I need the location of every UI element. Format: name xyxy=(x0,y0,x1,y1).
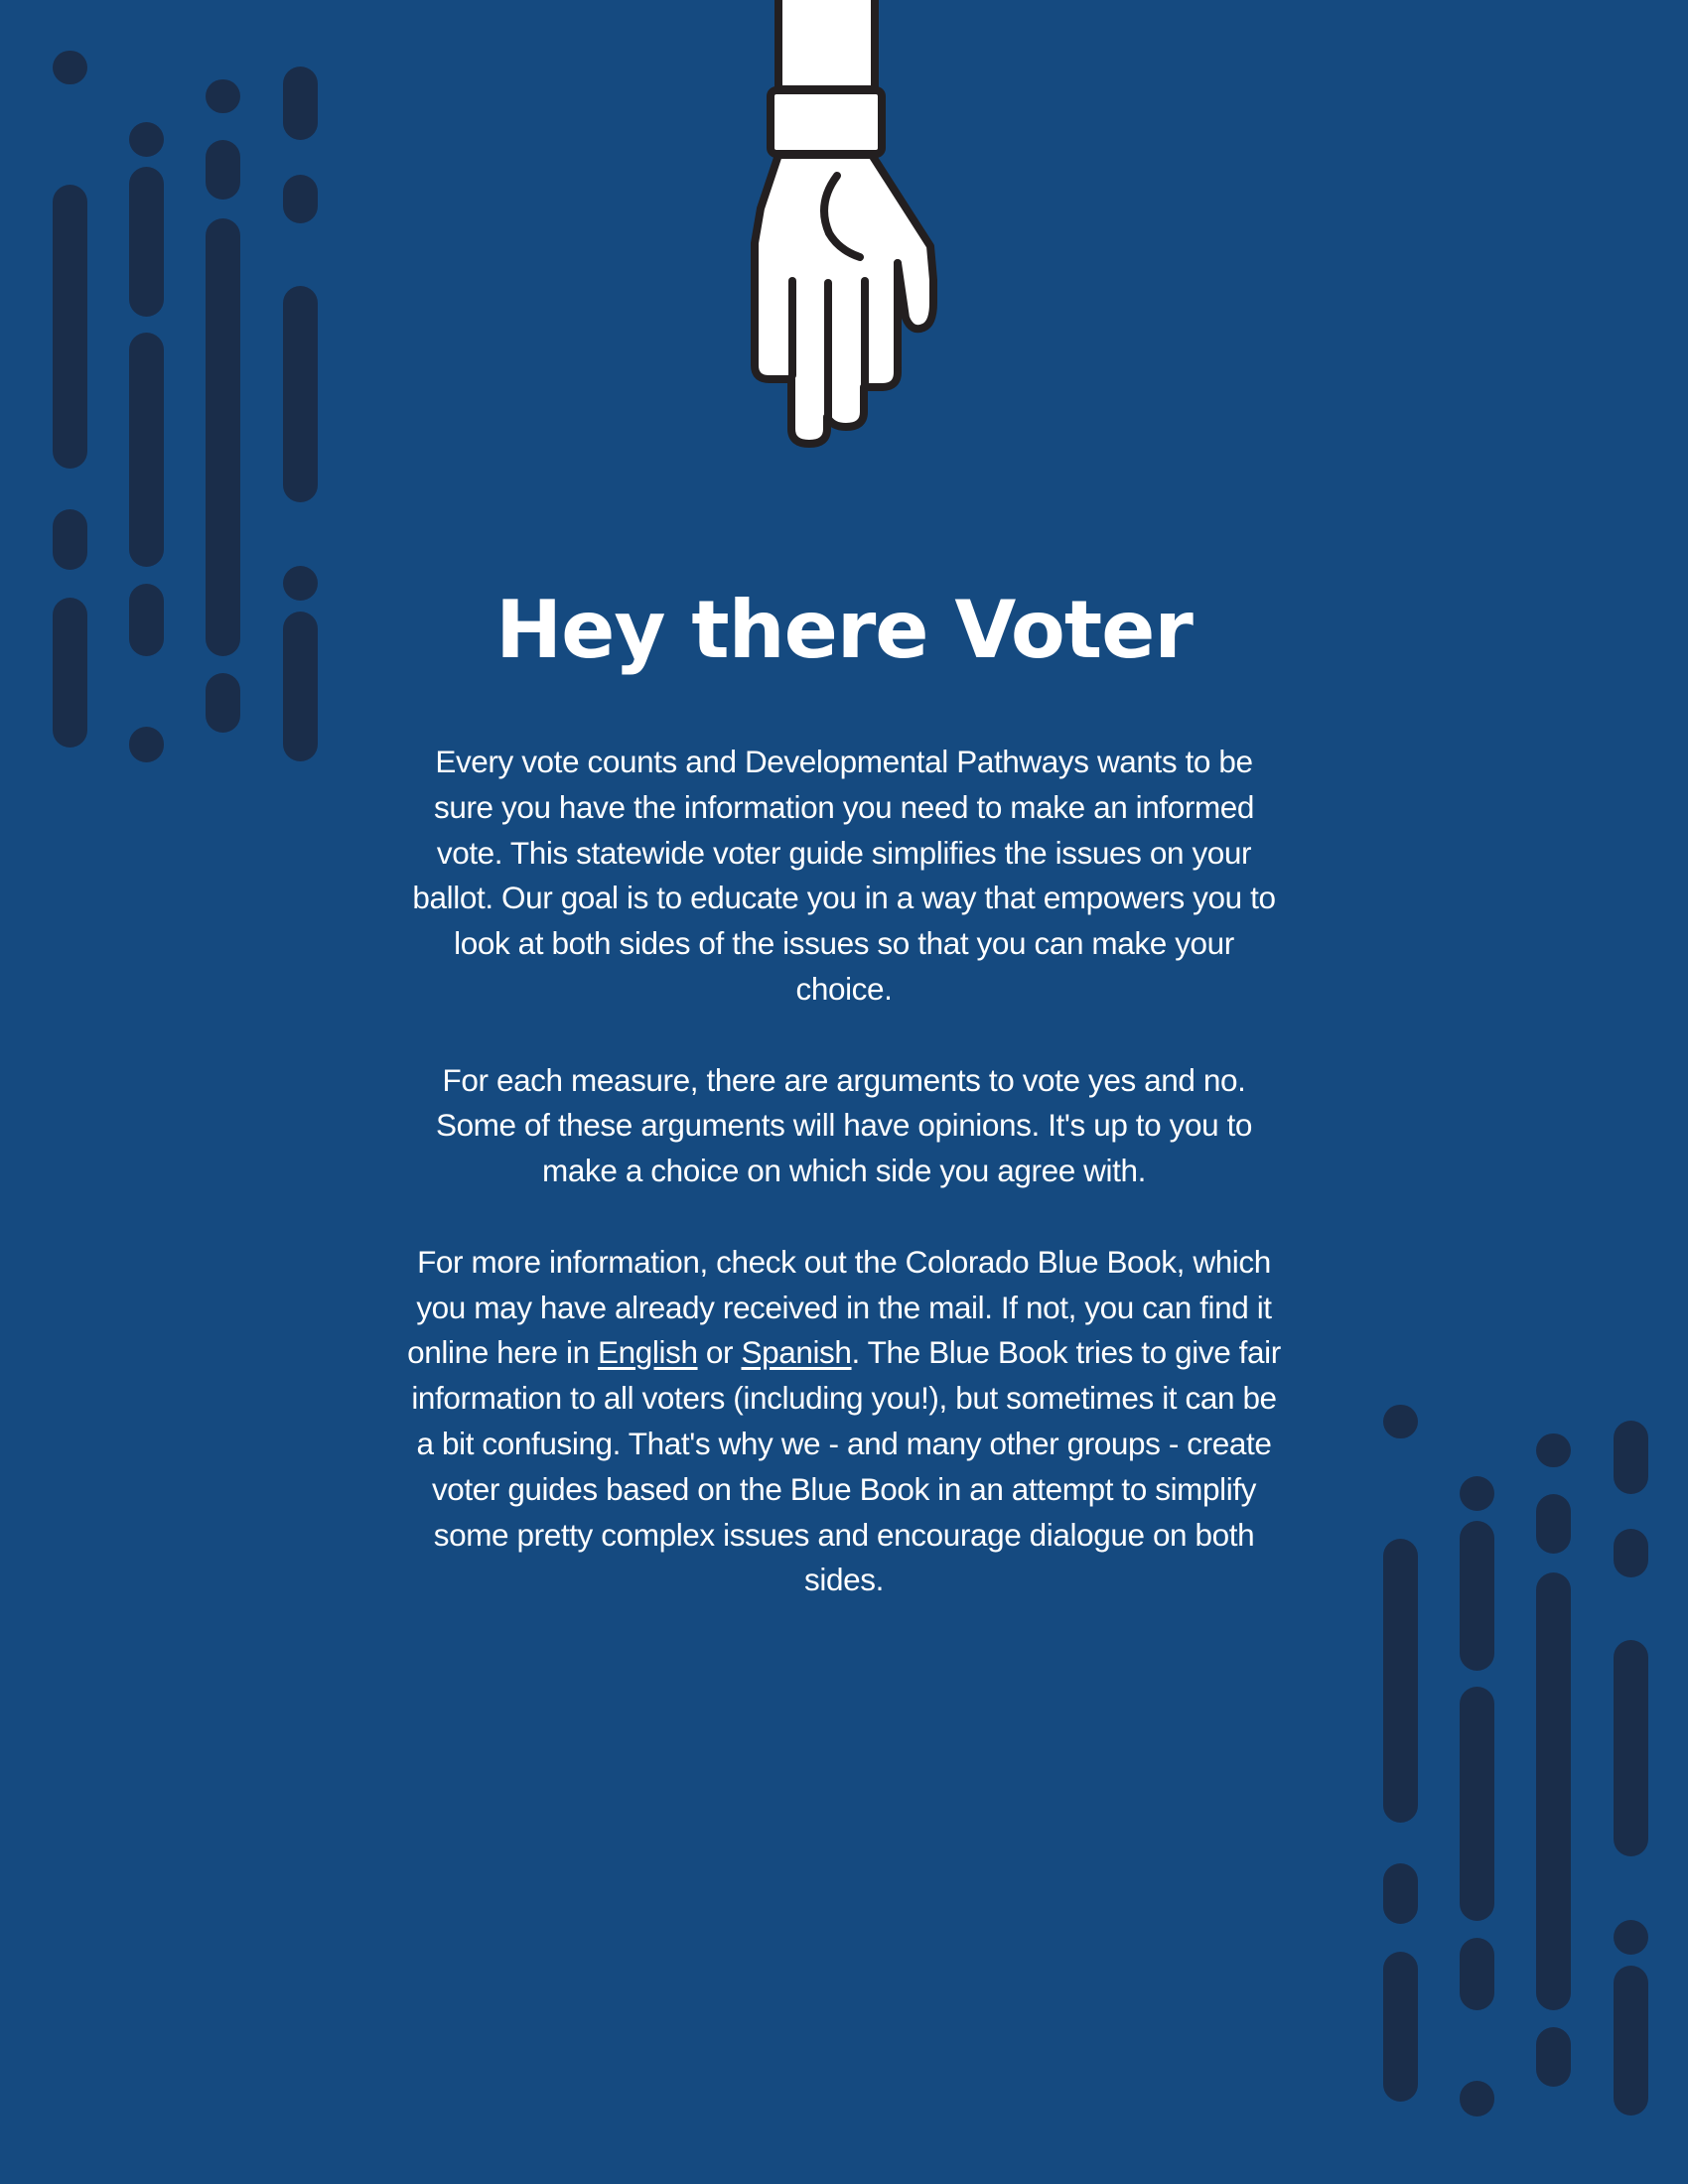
pattern-bar xyxy=(1383,1952,1418,2102)
paragraph-3-text-end: . The Blue Book tries to give fair information to all voters (including you!), but sometimes it can be a bit confusing. That's why we - and many other groups - create voter guides based on the Blue Book in an attempt to simplify some pretty complex issues and encourage dialogue on both sides. xyxy=(411,1334,1281,1598)
pattern-bar xyxy=(1383,1539,1418,1823)
decorative-dash-pattern-bottom-right xyxy=(1383,1405,1661,2119)
pattern-dot xyxy=(129,122,164,157)
pattern-bar xyxy=(1536,1572,1571,2010)
intro-paragraph-2: For each measure, there are arguments to vote yes and no. Some of these arguments will have opinions. It's up to you to make a choice on which side you agree with. xyxy=(435,1061,1253,1189)
pattern-bar xyxy=(1536,1494,1571,1554)
intro-paragraph-1: Every vote counts and Developmental Pathways wants to be sure you have the information you need to make an informed vote. This statewide voter guide simplifies the issues on your ballot. Our goal is to educate you in a way that empowers you to look at both sides of the issues so that you can make your choice. xyxy=(412,744,1276,1007)
pattern-dot xyxy=(206,79,240,113)
pattern-bar xyxy=(1460,1521,1494,1671)
pattern-bar xyxy=(1614,1966,1648,2116)
pattern-bar xyxy=(129,167,164,317)
pattern-dot xyxy=(1460,2081,1494,2116)
pattern-dot xyxy=(1460,1476,1494,1511)
pattern-bar xyxy=(53,509,87,570)
pattern-bar xyxy=(1614,1640,1648,1856)
pattern-bar xyxy=(1383,1863,1418,1924)
page-title: Hey there Voter xyxy=(495,584,1193,676)
pattern-bar xyxy=(283,67,318,140)
pattern-dot xyxy=(53,51,87,84)
pattern-bar xyxy=(1460,1938,1494,2010)
hand-pointing-down-icon xyxy=(735,0,953,457)
pattern-bar xyxy=(206,140,240,200)
english-blue-book-link[interactable]: English xyxy=(598,1334,698,1371)
intro-paragraph-3 xyxy=(402,1240,1286,1603)
pattern-dot xyxy=(129,727,164,762)
pattern-bar xyxy=(1614,1529,1648,1577)
pattern-dot xyxy=(1383,1405,1418,1438)
pattern-bar xyxy=(206,673,240,733)
pattern-bar xyxy=(283,286,318,502)
spanish-blue-book-link[interactable]: Spanish xyxy=(741,1334,852,1371)
paragraph-3-text-or: or xyxy=(697,1334,742,1371)
pattern-dot xyxy=(1614,1920,1648,1955)
intro-text xyxy=(402,740,1286,1649)
pattern-bar xyxy=(1614,1421,1648,1494)
pattern-bar xyxy=(283,175,318,223)
pattern-bar xyxy=(129,333,164,567)
pattern-bar xyxy=(1460,1687,1494,1921)
pattern-bar xyxy=(1536,2027,1571,2087)
pattern-bar xyxy=(53,185,87,469)
pattern-dot xyxy=(1536,1433,1571,1467)
paragraph-3-text-start: For more information, check out the Colorado Blue Book, which you may have already received in the mail. If not, you can find it online here in xyxy=(407,1243,1272,1371)
